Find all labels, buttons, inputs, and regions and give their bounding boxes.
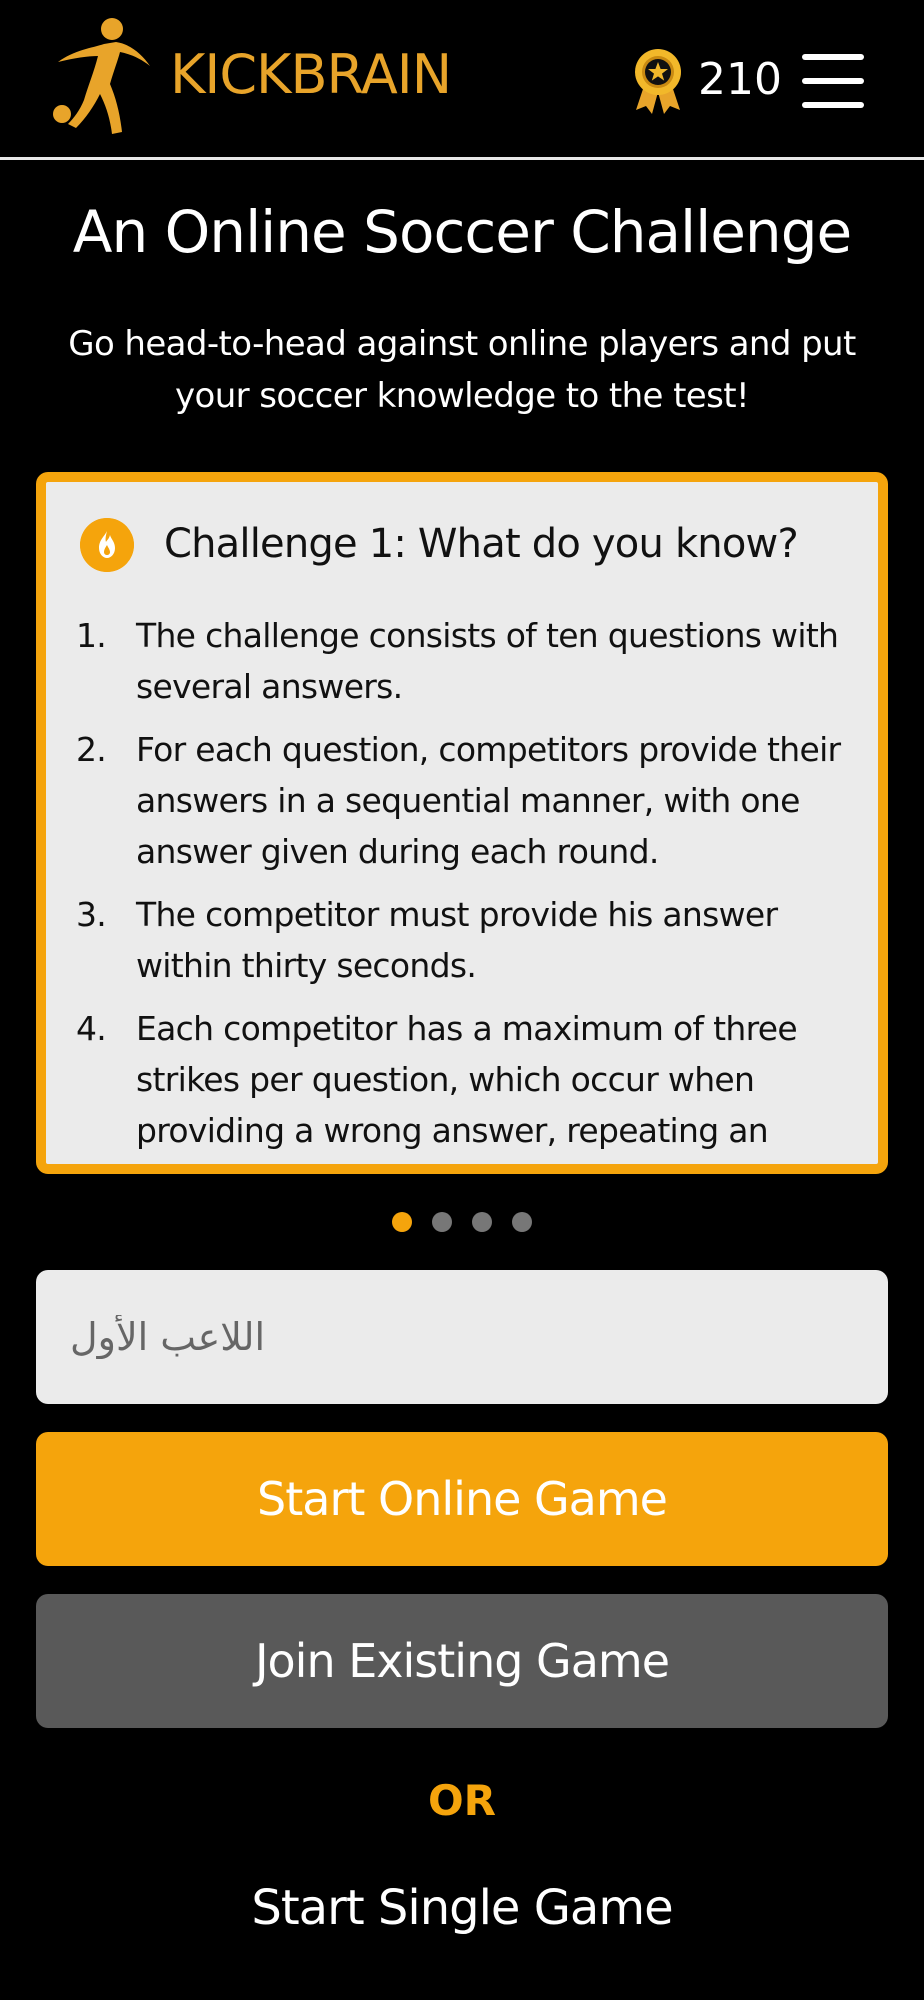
player-name-input[interactable] bbox=[36, 1270, 888, 1404]
list-item bbox=[76, 724, 856, 877]
list-item-number: 3. bbox=[76, 895, 107, 934]
pager-dot-4[interactable] bbox=[512, 1212, 532, 1232]
list-item-text: The competitor must provide his answer within thirty seconds. bbox=[136, 895, 778, 985]
list-item-number: 4. bbox=[76, 1009, 107, 1048]
list-item-text: The challenge consists of ten questions with several answers. bbox=[136, 616, 839, 706]
list-item-text: For each question, competitors provide their answers in a sequential manner, with one answer given during each round. bbox=[136, 730, 841, 871]
list-item bbox=[76, 610, 856, 712]
pager-dot-1[interactable] bbox=[392, 1212, 412, 1232]
list-item-text: Each competitor has a maximum of three strikes per question, which occur when providing a wrong answer, repeating an bbox=[136, 1009, 797, 1150]
join-existing-game-button[interactable]: Join Existing Game bbox=[36, 1594, 888, 1728]
list-item-number: 1. bbox=[76, 616, 107, 655]
or-divider-label: OR bbox=[427, 1776, 497, 1825]
list-item bbox=[76, 1003, 856, 1156]
start-online-game-button[interactable]: Start Online Game bbox=[36, 1432, 888, 1566]
medal-icon bbox=[632, 46, 684, 116]
list-item-number: 2. bbox=[76, 730, 107, 769]
carousel-pager bbox=[0, 1212, 924, 1234]
hamburger-menu-icon[interactable] bbox=[802, 54, 866, 108]
points-count: 210 bbox=[698, 54, 782, 105]
app-header bbox=[0, 0, 924, 160]
page-title: An Online Soccer Challenge bbox=[72, 198, 852, 266]
challenge-title: Challenge 1: What do you know? bbox=[164, 521, 798, 567]
pager-dot-2[interactable] bbox=[432, 1212, 452, 1232]
flame-icon bbox=[80, 518, 134, 572]
start-single-game-link[interactable]: Start Single Game bbox=[251, 1880, 673, 1936]
soccer-player-icon[interactable] bbox=[44, 14, 154, 138]
pager-dot-3[interactable] bbox=[472, 1212, 492, 1232]
list-item bbox=[76, 889, 856, 991]
brand-name: KICKBRAIN bbox=[170, 43, 452, 106]
challenge-card[interactable] bbox=[36, 472, 888, 1174]
page-subtitle: Go head-to-head against online players and put your soccer knowledge to the test! bbox=[68, 324, 856, 416]
challenge-rules-list bbox=[76, 610, 856, 1168]
